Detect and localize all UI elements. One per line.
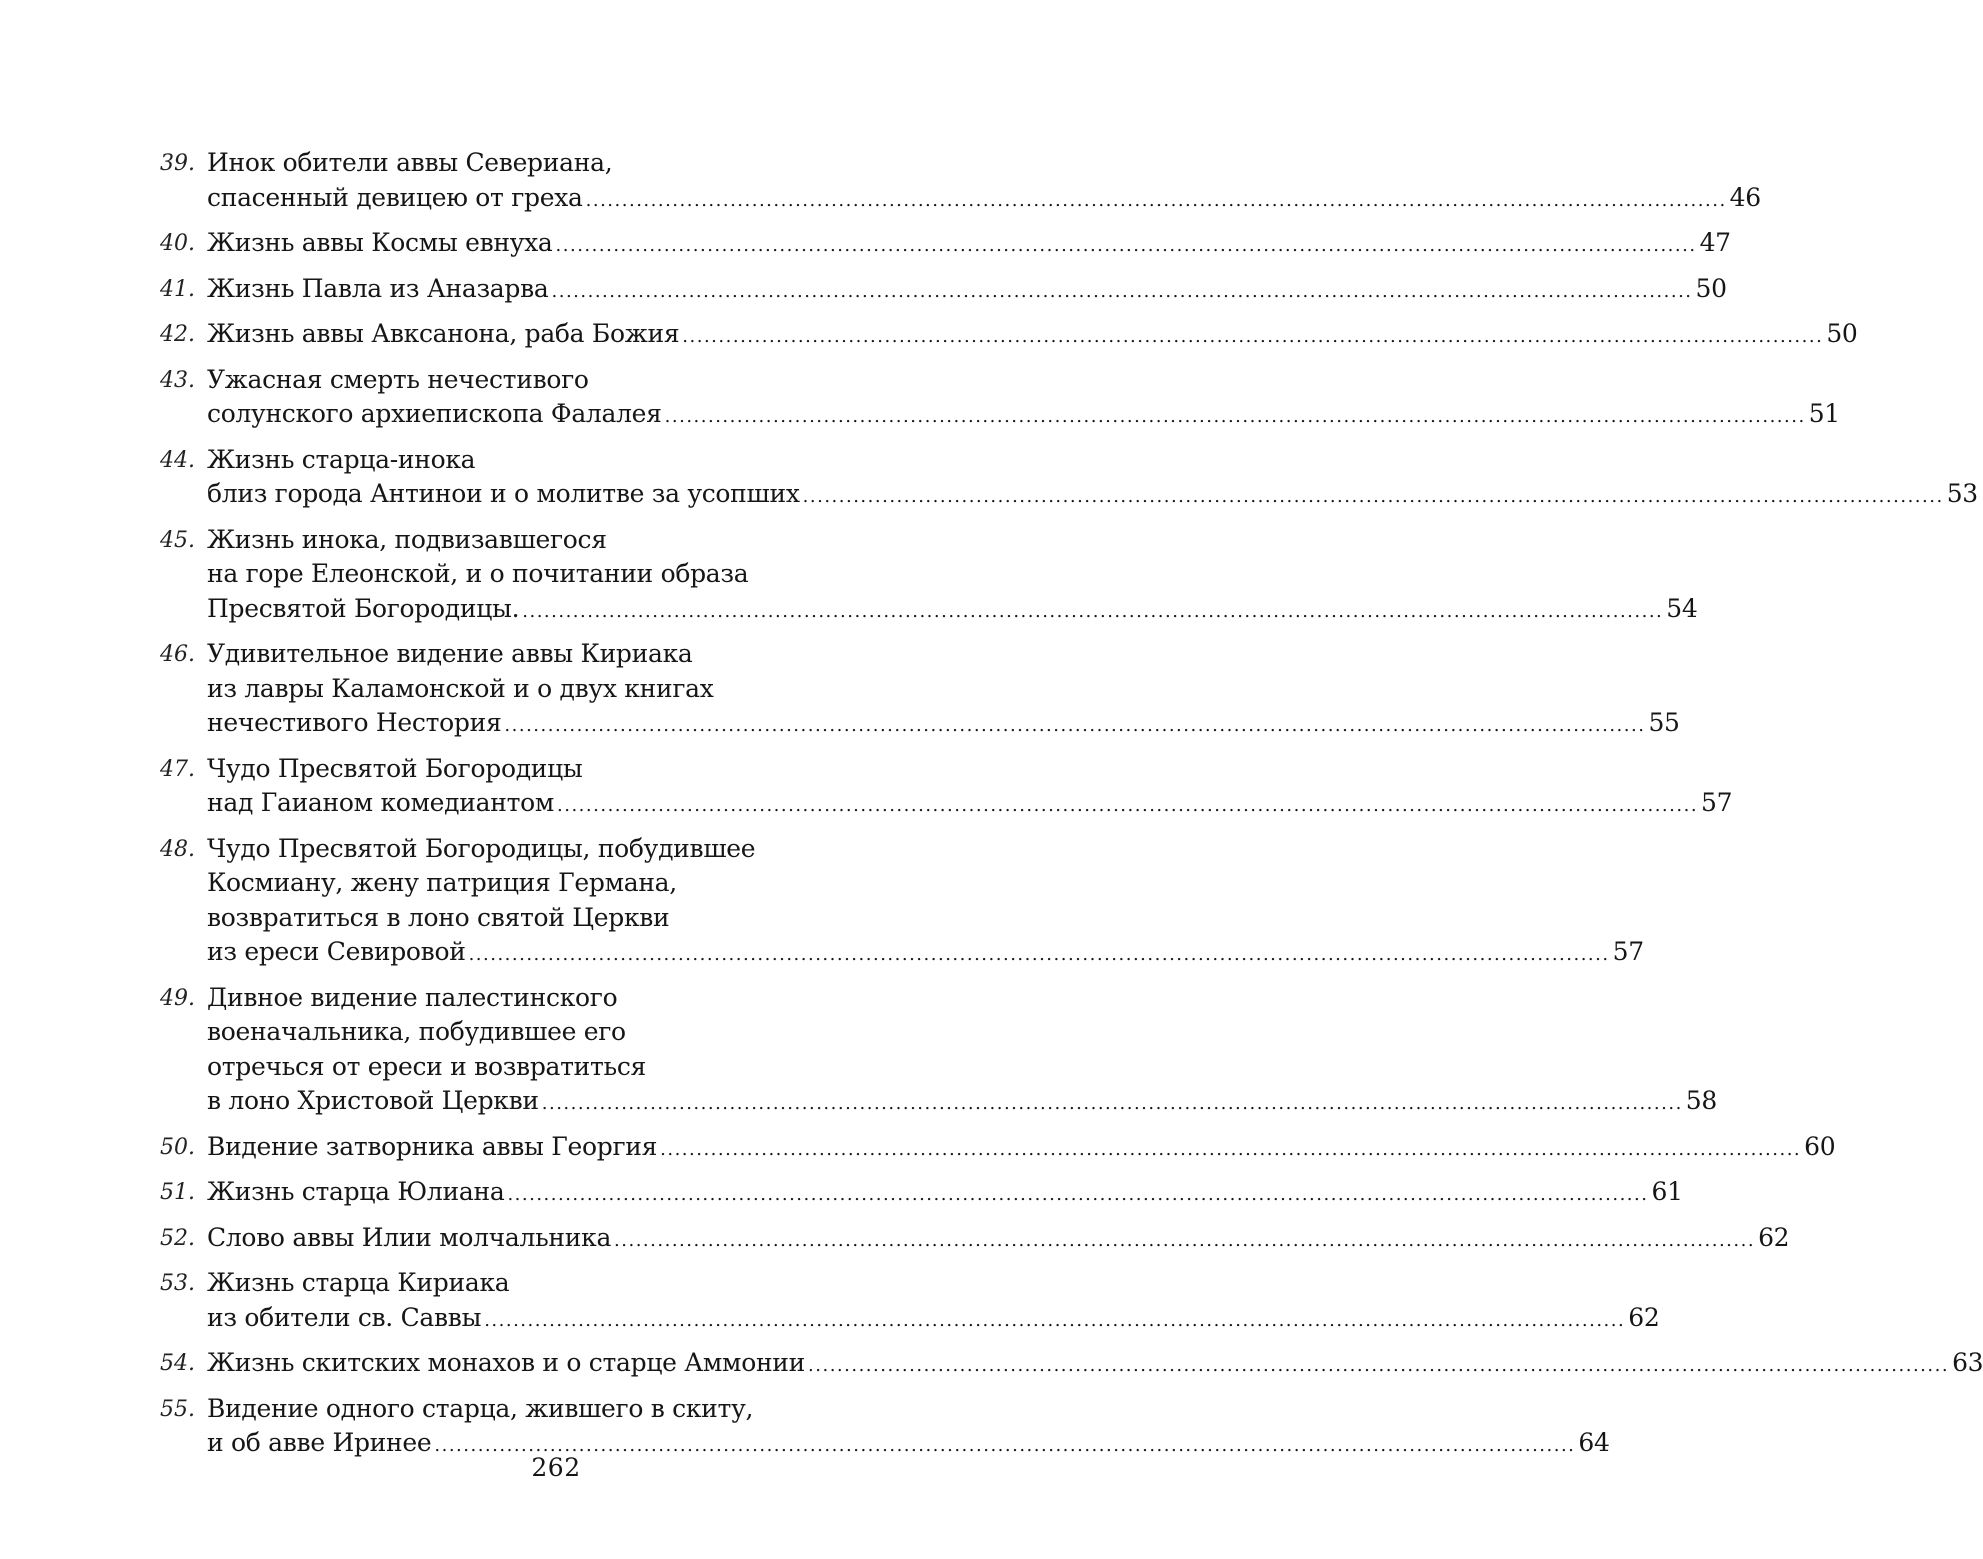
toc-entry [160, 272, 1727, 310]
entry-page-number: 51 [1808, 399, 1840, 428]
entry-title-line: Жизнь Павла из Аназарва [207, 273, 549, 303]
entry-title-line: над Гаианом комедиантом [207, 788, 555, 817]
entry-last-line [207, 1221, 1789, 1259]
dot-leader [614, 1224, 1755, 1259]
entry-number: 49. [160, 985, 195, 1011]
toc-entry [160, 523, 1698, 630]
dot-leader [660, 1133, 1801, 1168]
entry-number: 44. [160, 447, 195, 473]
entry-title-line: Слово аввы Илии молчальника [207, 1222, 612, 1252]
entry-page-number: 62 [1628, 1302, 1660, 1332]
entry-title-line: из обители св. Саввы [207, 1302, 482, 1332]
entry-page-number: 55 [1648, 708, 1680, 737]
entry-title [207, 363, 1840, 435]
entry-title-line: отречься от ереси и возвратиться [207, 1051, 647, 1081]
entry-title-line: Жизнь старца-инока [207, 444, 476, 474]
entry-number: 41. [160, 276, 195, 302]
entry-page-number: 54 [1666, 593, 1698, 623]
entry-title-line: Видение одного старца, жившего в скиту, [207, 1393, 754, 1423]
table-of-contents [160, 146, 1983, 1472]
entry-number: 39. [160, 151, 195, 176]
entry-title-line: Жизнь аввы Космы евнуха [207, 228, 553, 257]
entry-number: 51. [160, 1180, 195, 1205]
entry-page-number: 62 [1758, 1222, 1790, 1252]
entry-page-number: 58 [1685, 1086, 1718, 1115]
entry-last-line [207, 1301, 1659, 1339]
entry-title-line: военачальника, побудившее его [207, 1017, 626, 1046]
toc-entry [160, 832, 1644, 973]
entry-page-number: 50 [1695, 273, 1727, 303]
dot-leader [469, 938, 1610, 973]
entry-page-number: 53 [1946, 479, 1978, 508]
entry-title [207, 1346, 1983, 1384]
toc-entry [160, 1266, 1660, 1338]
entry-title-line: Инок обители аввы Севериана, [207, 148, 613, 177]
entry-last-line [207, 786, 1732, 824]
entry-title [207, 146, 1761, 218]
entry-title [207, 637, 1680, 744]
entry-title-line: Жизнь инока, подвизавшегося [207, 524, 607, 554]
entry-last-line [207, 1084, 1717, 1122]
entry-title-line: Удивительное видение аввы Кириака [207, 639, 693, 668]
toc-entry [160, 981, 1718, 1122]
entry-title-line: Чудо Пресвятой Богородицы, побудившее [207, 833, 756, 863]
entry-title-line: Пресвятой Богородицы. [207, 593, 520, 623]
entry-number: 53. [160, 1271, 195, 1296]
entry-title-line: возвратиться в лоно святой Церкви [207, 902, 670, 932]
entry-page-number: 57 [1612, 937, 1644, 966]
entry-last-line [207, 397, 1840, 435]
entry-number: 52. [160, 1225, 195, 1251]
entry-last-line [207, 317, 1858, 355]
entry-title-line: в лоно Христовой Церкви [207, 1086, 539, 1115]
entry-title-line: и об авве Иринее [207, 1428, 432, 1457]
entry-last-line [207, 1346, 1983, 1384]
entry-last-line [207, 935, 1644, 973]
toc-entry [160, 146, 1761, 218]
entry-number: 47. [160, 756, 195, 782]
entry-last-line [207, 1175, 1683, 1213]
entry-title-line: спасенный девицею от греха [207, 182, 583, 212]
entry-page-number: 61 [1651, 1177, 1683, 1206]
toc-entry [160, 752, 1733, 824]
entry-title [207, 752, 1732, 824]
entry-title-line: Видение затворника аввы Георгия [207, 1131, 658, 1161]
dot-leader [682, 320, 1823, 355]
entry-number: 40. [160, 231, 195, 256]
entry-title [207, 226, 1731, 264]
dot-leader [556, 229, 1697, 264]
entry-number: 43. [160, 367, 195, 393]
entry-title [207, 272, 1727, 310]
entry-number: 54. [160, 1351, 195, 1376]
toc-entry [160, 226, 1731, 264]
entry-last-line [207, 592, 1698, 630]
dot-leader [803, 480, 1944, 515]
entry-last-line [207, 226, 1731, 264]
dot-leader [665, 400, 1806, 435]
entry-number: 45. [160, 527, 195, 553]
dot-leader [557, 789, 1698, 824]
dot-leader [542, 1087, 1683, 1122]
dot-leader [507, 1178, 1648, 1213]
entry-title [207, 1266, 1659, 1338]
entry-page-number: 57 [1701, 788, 1733, 817]
entry-last-line [207, 477, 1978, 515]
entry-title [207, 981, 1717, 1122]
entry-title-line: Жизнь скитских монахов и о старце Аммонии [207, 1348, 806, 1377]
entry-title-line: Ужасная смерть нечестивого [207, 364, 589, 394]
dot-leader [484, 1304, 1625, 1339]
dot-leader [586, 184, 1727, 219]
entry-last-line [207, 181, 1761, 219]
entry-page-number: 46 [1729, 182, 1761, 212]
entry-title-line: Космиану, жену патриция Германа, [207, 868, 677, 897]
entry-title [207, 1175, 1683, 1213]
page-number: 262 [531, 1453, 581, 1482]
dot-leader [522, 595, 1663, 630]
entry-page-number: 50 [1826, 319, 1858, 348]
entry-title [207, 317, 1858, 355]
entry-title [207, 443, 1978, 515]
entry-title-line: близ города Антинои и о молитве за усопших [207, 479, 800, 508]
entry-title-line: из ереси Севировой [207, 937, 466, 966]
entry-last-line [207, 272, 1727, 310]
entry-number: 50. [160, 1134, 195, 1160]
entry-number: 46. [160, 642, 195, 667]
toc-entry [160, 1175, 1683, 1213]
entry-last-line [207, 1130, 1835, 1168]
entry-title-line: Жизнь аввы Авксанона, раба Божия [207, 319, 680, 348]
entry-title-line: Жизнь старца Юлиана [207, 1177, 505, 1206]
entry-title [207, 1221, 1789, 1259]
entry-number: 42. [160, 322, 195, 347]
toc-entry [160, 1130, 1836, 1168]
dot-leader [808, 1349, 1949, 1384]
dot-leader [552, 275, 1693, 310]
entry-title [207, 523, 1698, 630]
entry-last-line [207, 706, 1680, 744]
toc-entry [160, 1221, 1790, 1259]
entry-title-line: Чудо Пресвятой Богородицы [207, 753, 583, 783]
entry-title-line: солунского архиепископа Фалалея [207, 399, 662, 428]
entry-title-line: нечестивого Нестория [207, 708, 502, 737]
entry-page-number: 47 [1699, 228, 1731, 257]
entry-page-number: 64 [1578, 1428, 1610, 1457]
entry-number: 48. [160, 836, 195, 862]
entry-title-line: из лавры Каламонской и о двух книгах [207, 673, 714, 703]
toc-entry [160, 317, 1858, 355]
dot-leader [504, 709, 1645, 744]
entry-title-line: Дивное видение палестинского [207, 982, 618, 1012]
entry-title-line: на горе Елеонской, и о почитании образа [207, 559, 749, 588]
toc-entry [160, 637, 1680, 744]
toc-entry [160, 363, 1840, 435]
toc-entry [160, 443, 1978, 515]
entry-number: 55. [160, 1396, 195, 1422]
toc-entry [160, 1346, 1983, 1384]
entry-title [207, 1130, 1835, 1168]
entry-title [207, 832, 1644, 973]
entry-title-line: Жизнь старца Кириака [207, 1268, 510, 1297]
entry-page-number: 63 [1952, 1348, 1983, 1377]
entry-page-number: 60 [1804, 1131, 1836, 1161]
